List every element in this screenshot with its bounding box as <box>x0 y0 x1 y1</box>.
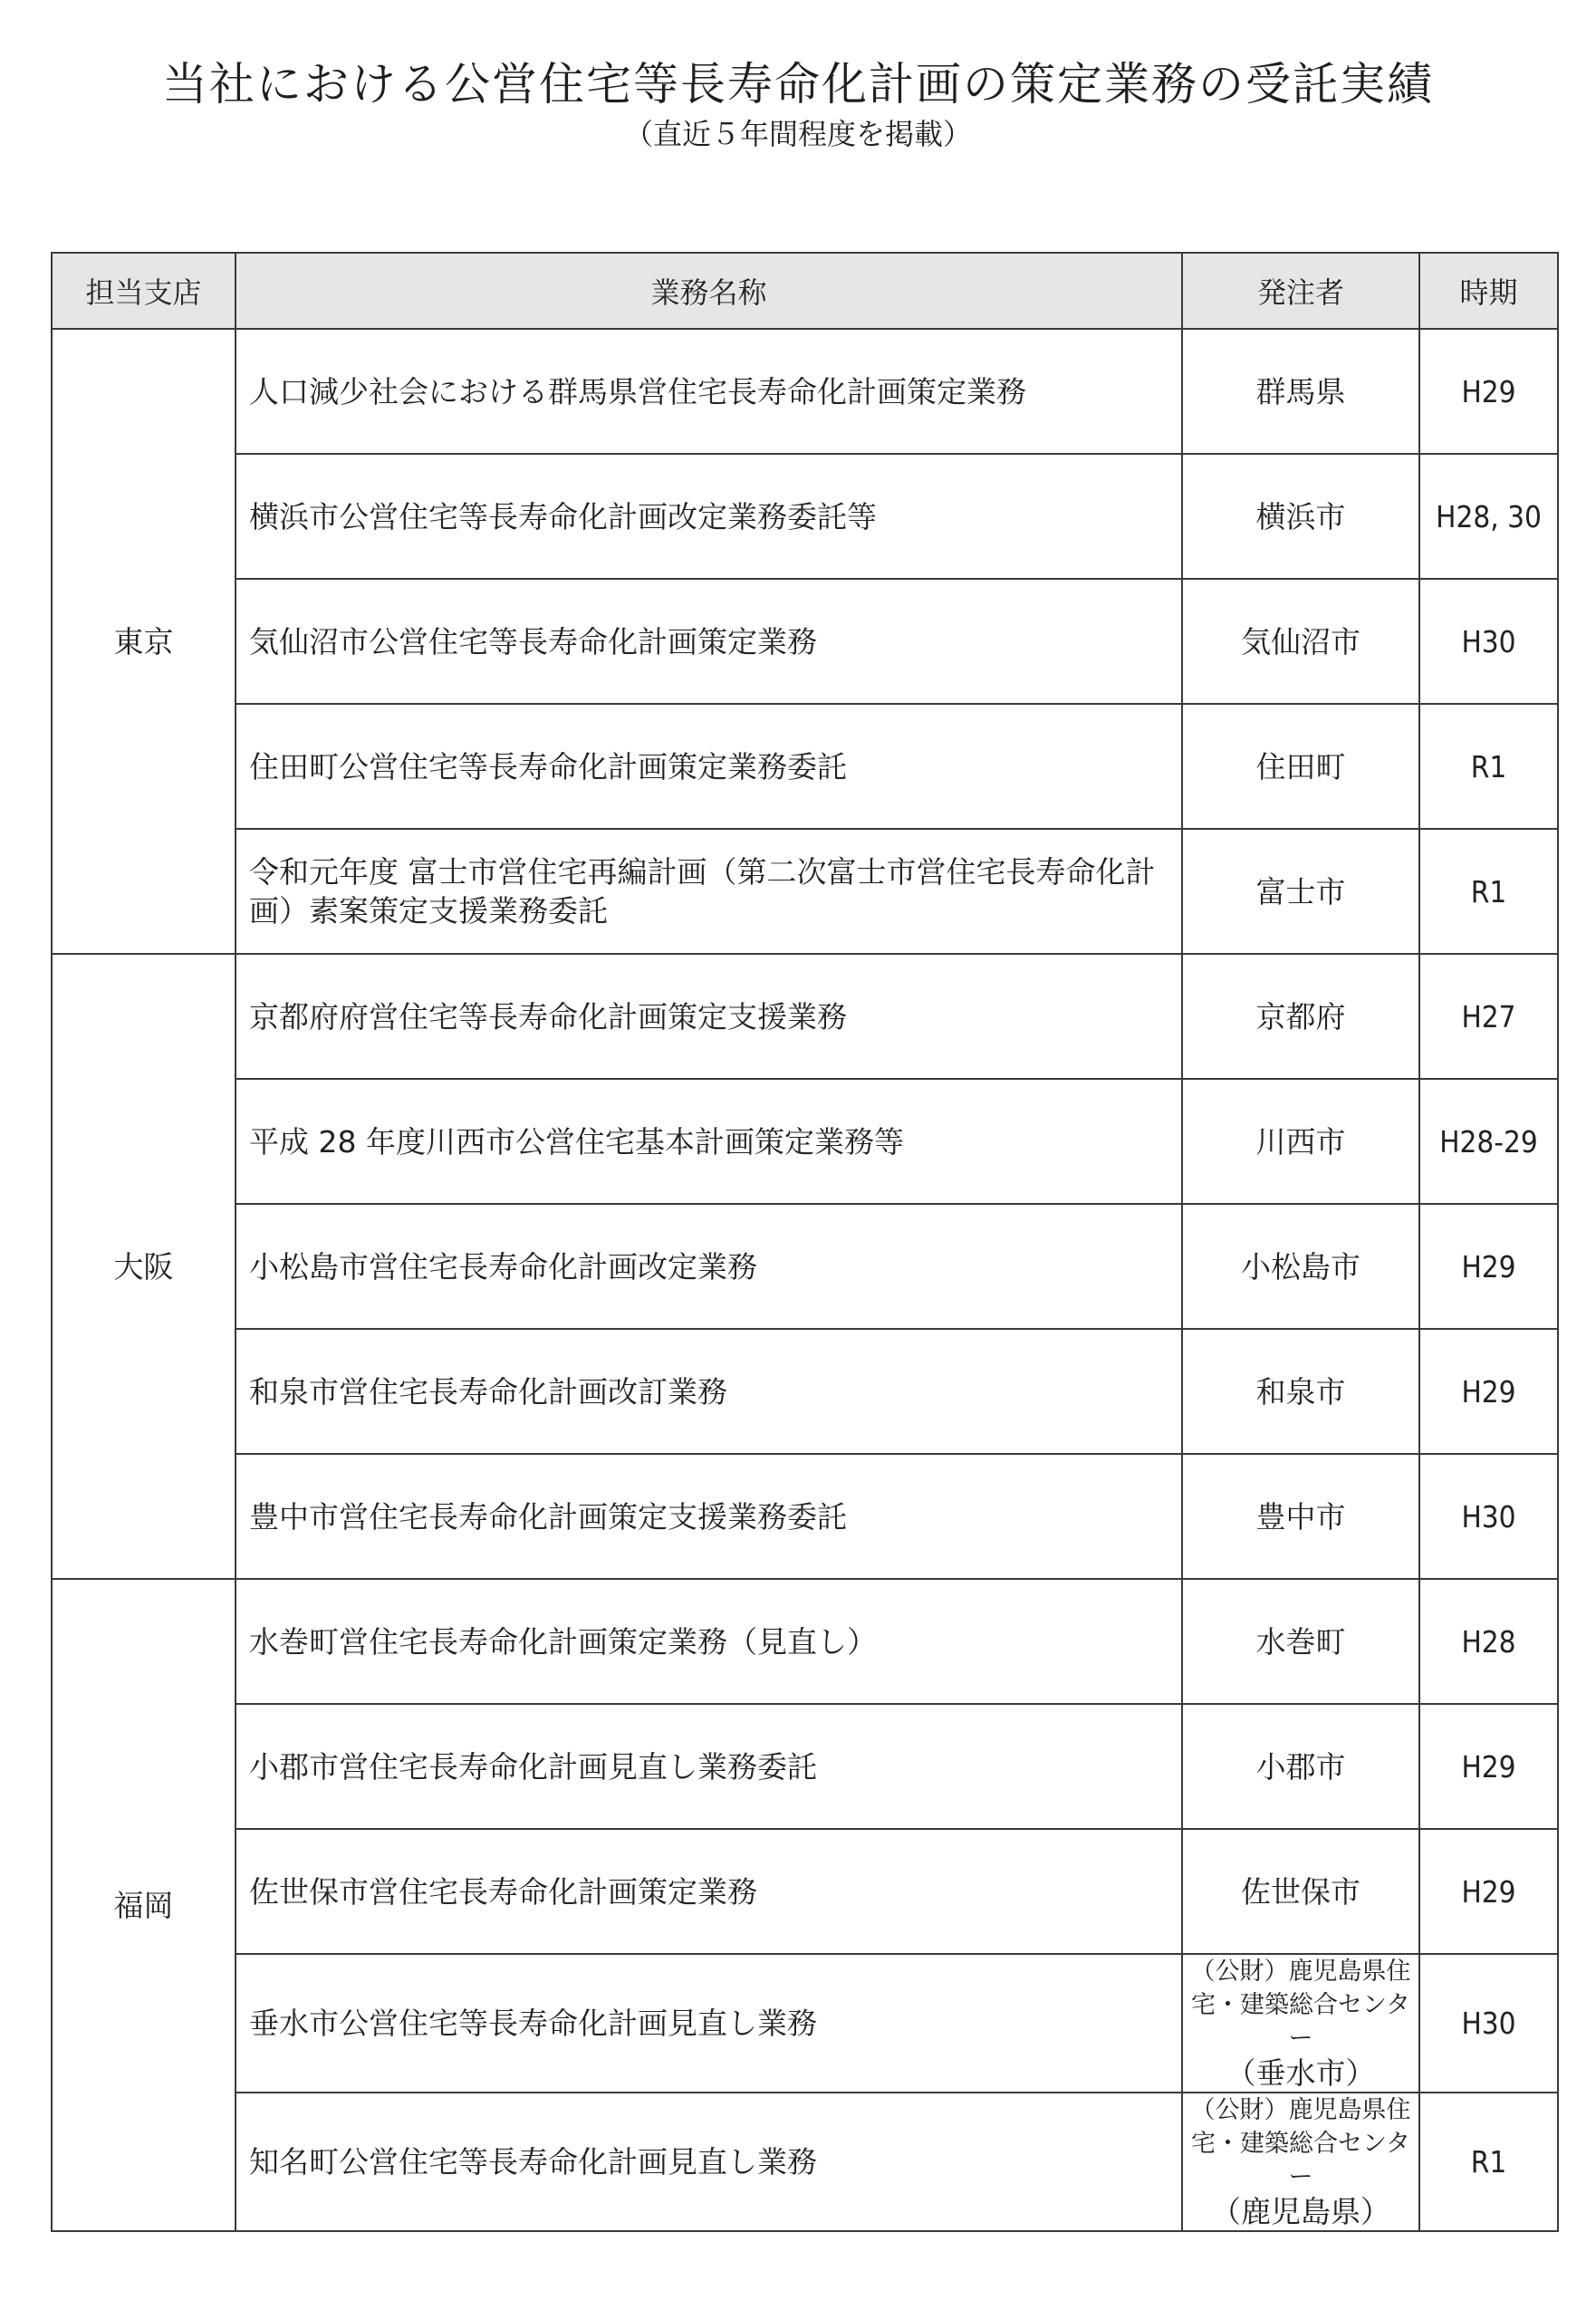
project-name: 住田町公営住宅等長寿命化計画策定業務委託 <box>236 704 1182 829</box>
client-cell: 豊中市 <box>1182 1454 1419 1579</box>
branch-cell: 福岡 <box>52 1579 236 2231</box>
project-name: 小松島市営住宅長寿命化計画改定業務 <box>236 1204 1182 1329</box>
client-cell: 横浜市 <box>1182 454 1419 579</box>
table-row <box>52 454 1558 579</box>
table-row <box>52 1954 1558 2093</box>
period-cell: H28-29 <box>1419 1079 1558 1204</box>
client-cell: 小松島市 <box>1182 1204 1419 1329</box>
client-organization: （公財）鹿児島県住宅・建築総合センター <box>1190 2096 1411 2191</box>
client-cell <box>1182 2093 1419 2231</box>
client-cell: 富士市 <box>1182 829 1419 954</box>
project-name: 京都府府営住宅等長寿命化計画策定支援業務 <box>236 954 1182 1079</box>
branch-cell: 東京 <box>52 329 236 954</box>
header-period: 時期 <box>1419 253 1558 329</box>
table-row <box>52 1579 1558 1704</box>
table-row <box>52 1204 1558 1329</box>
client-cell: 小郡市 <box>1182 1704 1419 1829</box>
client-cell: 水巻町 <box>1182 1579 1419 1704</box>
client-municipality: （鹿児島県） <box>1211 2194 1390 2229</box>
table-row <box>52 954 1558 1079</box>
period-cell: R1 <box>1419 2093 1558 2231</box>
header-client: 発注者 <box>1182 253 1419 329</box>
project-name: 平成 28 年度川西市公営住宅基本計画策定業務等 <box>236 1079 1182 1204</box>
client-cell: 京都府 <box>1182 954 1419 1079</box>
table-row <box>52 829 1558 954</box>
project-name: 令和元年度 富士市営住宅再編計画（第二次富士市営住宅長寿命化計画）素案策定支援業務委託 <box>236 829 1182 954</box>
table-row <box>52 1454 1558 1579</box>
table-row <box>52 329 1558 454</box>
client-cell: 気仙沼市 <box>1182 579 1419 704</box>
table-row <box>52 704 1558 829</box>
project-name: 知名町公営住宅等長寿命化計画見直し業務 <box>236 2093 1182 2231</box>
table-row <box>52 1329 1558 1454</box>
project-name: 垂水市公営住宅等長寿命化計画見直し業務 <box>236 1954 1182 2093</box>
client-cell: 和泉市 <box>1182 1329 1419 1454</box>
project-name: 小郡市営住宅長寿命化計画見直し業務委託 <box>236 1704 1182 1829</box>
project-name: 豊中市営住宅長寿命化計画策定支援業務委託 <box>236 1454 1182 1579</box>
client-cell <box>1182 1954 1419 2093</box>
branch-cell: 大阪 <box>52 954 236 1579</box>
client-municipality: （垂水市） <box>1226 2055 1376 2091</box>
period-cell: H29 <box>1419 1829 1558 1954</box>
period-cell: H29 <box>1419 1704 1558 1829</box>
table-row <box>52 1704 1558 1829</box>
page-title: 当社における公営住宅等長寿命化計画の策定業務の受託実績 <box>162 58 1434 111</box>
period-cell: R1 <box>1419 829 1558 954</box>
client-organization: （公財）鹿児島県住宅・建築総合センター <box>1190 1958 1411 2053</box>
table-row <box>52 579 1558 704</box>
table-header-row <box>52 253 1558 329</box>
page-subtitle: （直近５年間程度を掲載） <box>623 117 972 151</box>
period-cell: H28, 30 <box>1419 454 1558 579</box>
period-cell: H29 <box>1419 329 1558 454</box>
client-cell: 佐世保市 <box>1182 1829 1419 1954</box>
period-cell: H30 <box>1419 579 1558 704</box>
project-name: 和泉市営住宅長寿命化計画改訂業務 <box>236 1329 1182 1454</box>
project-name: 人口減少社会における群馬県営住宅長寿命化計画策定業務 <box>236 329 1182 454</box>
header-name: 業務名称 <box>236 253 1182 329</box>
results-table <box>51 252 1559 2232</box>
period-cell: H29 <box>1419 1329 1558 1454</box>
period-cell: H29 <box>1419 1204 1558 1329</box>
table-row <box>52 1829 1558 1954</box>
period-cell: H30 <box>1419 1954 1558 2093</box>
client-cell: 川西市 <box>1182 1079 1419 1204</box>
project-name: 横浜市公営住宅等長寿命化計画改定業務委託等 <box>236 454 1182 579</box>
period-cell: R1 <box>1419 704 1558 829</box>
table-row <box>52 2093 1558 2231</box>
period-cell: H30 <box>1419 1454 1558 1579</box>
project-name: 水巻町営住宅長寿命化計画策定業務（見直し） <box>236 1579 1182 1704</box>
header-branch: 担当支店 <box>52 253 236 329</box>
client-cell: 住田町 <box>1182 704 1419 829</box>
project-name: 気仙沼市公営住宅等長寿命化計画策定業務 <box>236 579 1182 704</box>
client-cell: 群馬県 <box>1182 329 1419 454</box>
period-cell: H28 <box>1419 1579 1558 1704</box>
project-name: 佐世保市営住宅長寿命化計画策定業務 <box>236 1829 1182 1954</box>
period-cell: H27 <box>1419 954 1558 1079</box>
table-row <box>52 1079 1558 1204</box>
